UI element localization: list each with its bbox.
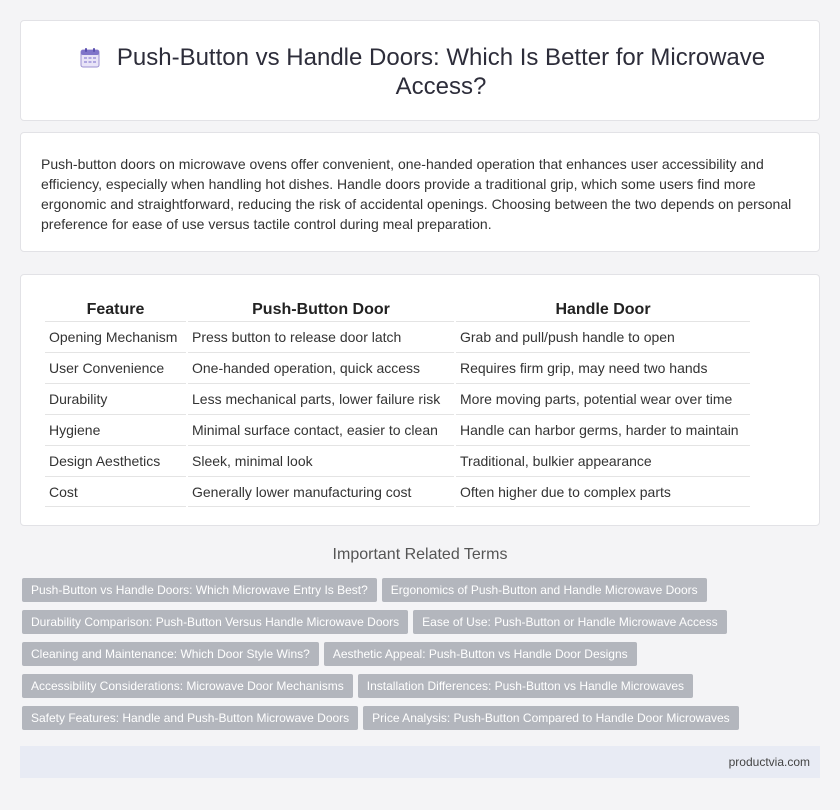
table-row (45, 352, 750, 383)
table-cell: Hygiene (45, 414, 186, 445)
table-cell: Often higher due to complex parts (456, 476, 750, 507)
table-row (45, 383, 750, 414)
footer-site-link[interactable]: productvia.com (728, 755, 810, 769)
page-title: Push-Button vs Handle Doors: Which Is Better for Microwave Access? (116, 44, 766, 100)
table-row (45, 476, 750, 507)
header-handle: Handle Door (555, 301, 651, 318)
related-tag[interactable]: Safety Features: Handle and Push-Button Microwave Doors (22, 706, 358, 730)
related-tag[interactable]: Ease of Use: Push-Button or Handle Microwave Access (413, 610, 726, 634)
related-tag[interactable]: Push-Button vs Handle Doors: Which Microwave Entry Is Best? (22, 578, 377, 602)
related-tag[interactable]: Aesthetic Appeal: Push-Button vs Handle Door Designs (324, 642, 637, 666)
table-row (45, 321, 750, 352)
related-tag[interactable]: Price Analysis: Push-Button Compared to Handle Door Microwaves (363, 706, 739, 730)
tag-row (22, 706, 822, 738)
table-row (45, 445, 750, 476)
tag-row (22, 674, 822, 706)
table-cell: Requires firm grip, may need two hands (456, 352, 750, 383)
related-terms-title: Important Related Terms (332, 546, 508, 563)
intro-paragraph: Push-button doors on microwave ovens offer convenient, one-handed operation that enhances user accessibility and efficiency, especially when handling hot dishes. Handle doors provide a traditional grip, which some users find more ergonomic and straightforward, reducing the risk of accidental openings. Choosing between the two depends on personal preference for ease of use versus tactile control during meal preparation. (41, 156, 792, 232)
table-cell: Design Aesthetics (45, 445, 186, 476)
table-cell: Durability (45, 383, 186, 414)
table-cell: Press button to release door latch (188, 321, 454, 352)
intro-card (20, 132, 820, 252)
related-tag[interactable]: Ergonomics of Push-Button and Handle Microwave Doors (382, 578, 707, 602)
header-push-button: Push-Button Door (252, 301, 390, 318)
table-cell: Less mechanical parts, lower failure risk (188, 383, 454, 414)
table-cell: Grab and pull/push handle to open (456, 321, 750, 352)
comparison-table (43, 295, 752, 507)
table-cell: More moving parts, potential wear over time (456, 383, 750, 414)
tag-row (22, 578, 822, 610)
related-tags (22, 578, 822, 738)
related-tag[interactable]: Accessibility Considerations: Microwave Door Mechanisms (22, 674, 353, 698)
related-tag[interactable]: Installation Differences: Push-Button vs Handle Microwaves (358, 674, 693, 698)
table-cell: One-handed operation, quick access (188, 352, 454, 383)
table-cell: Sleek, minimal look (188, 445, 454, 476)
tag-row (22, 642, 822, 674)
tag-row (22, 610, 822, 642)
footer (20, 746, 820, 778)
header-feature: Feature (86, 301, 145, 318)
table-cell: Cost (45, 476, 186, 507)
title-row (21, 43, 821, 101)
related-tag[interactable]: Durability Comparison: Push-Button Versus Handle Microwave Doors (22, 610, 408, 634)
table-cell: Minimal surface contact, easier to clean (188, 414, 454, 445)
related-tag[interactable]: Cleaning and Maintenance: Which Door Style Wins? (22, 642, 319, 666)
comparison-card (20, 274, 820, 526)
table-cell: Opening Mechanism (45, 321, 186, 352)
table-cell: Generally lower manufacturing cost (188, 476, 454, 507)
table-row (45, 414, 750, 445)
table-cell: User Convenience (45, 352, 186, 383)
table-cell: Handle can harbor germs, harder to maintain (456, 414, 750, 445)
table-header-row (45, 295, 750, 321)
header-card (20, 20, 820, 121)
table-cell: Traditional, bulkier appearance (456, 445, 750, 476)
